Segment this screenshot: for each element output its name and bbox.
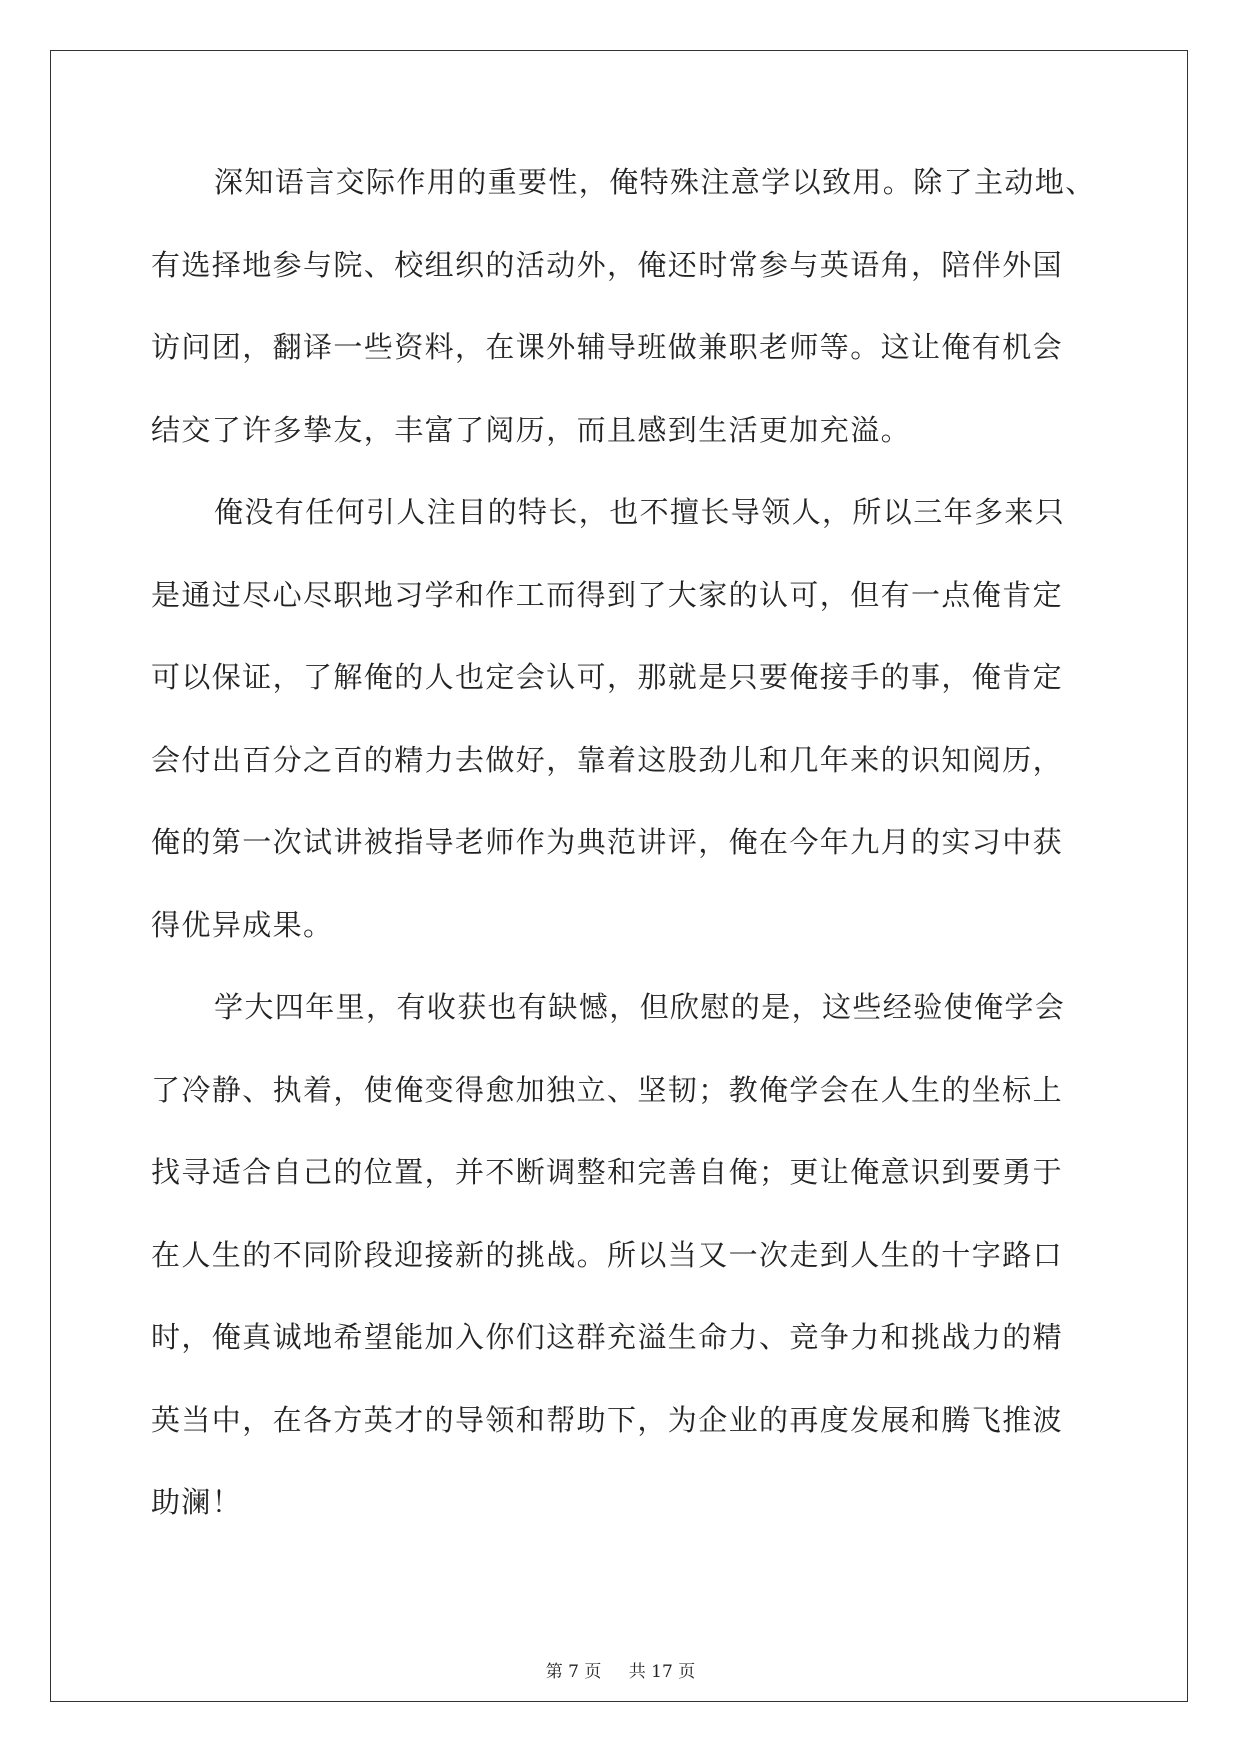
- page-total: 共 17 页: [628, 1662, 696, 1682]
- document-body: [151, 163, 1096, 1566]
- text-line: 得优异成果。: [151, 907, 334, 942]
- text-line: 可以保证，了解俺的人也定会认可，那就是只要俺接手的事，俺肯定: [151, 660, 1064, 694]
- text-line: 深知语言交际作用的重要性，俺特殊注意学以致用。除了主动地、: [214, 165, 1096, 199]
- text-line: 在人生的不同阶段迎接新的挑战。所以当又一次走到人生的十字路口: [151, 1237, 1064, 1272]
- text-line: 会付出百分之百的精力去做好，靠着这股劲儿和几年来的识知阅历，: [151, 742, 1064, 777]
- text-line: 时，俺真诚地希望能加入你们这群充溢生命力、竞争力和挑战力的精: [151, 1320, 1064, 1354]
- text-line: 找寻适合自己的位置，并不断调整和完善自俺；更让俺意识到要勇于: [151, 1155, 1064, 1189]
- text-line: 是通过尽心尽职地习学和作工而得到了大家的认可，但有一点俺肯定: [151, 577, 1064, 612]
- text-line: 英当中，在各方英才的导领和帮助下，为企业的再度发展和腾飞推波: [151, 1402, 1064, 1437]
- text-line: 俺的第一次试讲被指导老师作为典范讲评，俺在今年九月的实习中获: [151, 825, 1064, 859]
- text-line: 了冷静、执着，使俺变得愈加独立、坚韧；教俺学会在人生的坐标上: [151, 1072, 1064, 1107]
- text-line: 助澜！: [151, 1485, 243, 1519]
- page-number: 第 7 页: [545, 1662, 602, 1682]
- text-line: 结交了许多挚友，丰富了阅历，而且感到生活更加充溢。: [151, 412, 912, 447]
- text-line: 有选择地参与院、校组织的活动外，俺还时常参与英语角，陪伴外国: [151, 247, 1064, 282]
- text-line: 访问团，翻译一些资料，在课外辅导班做兼职老师等。这让俺有机会: [151, 330, 1064, 364]
- text-line: 俺没有任何引人注目的特长，也不擅长导领人，所以三年多来只: [214, 495, 1066, 529]
- text-line: 学大四年里，有收获也有缺憾，但欣慰的是，这些经验使俺学会: [214, 990, 1066, 1024]
- page-footer: [0, 1657, 1241, 1682]
